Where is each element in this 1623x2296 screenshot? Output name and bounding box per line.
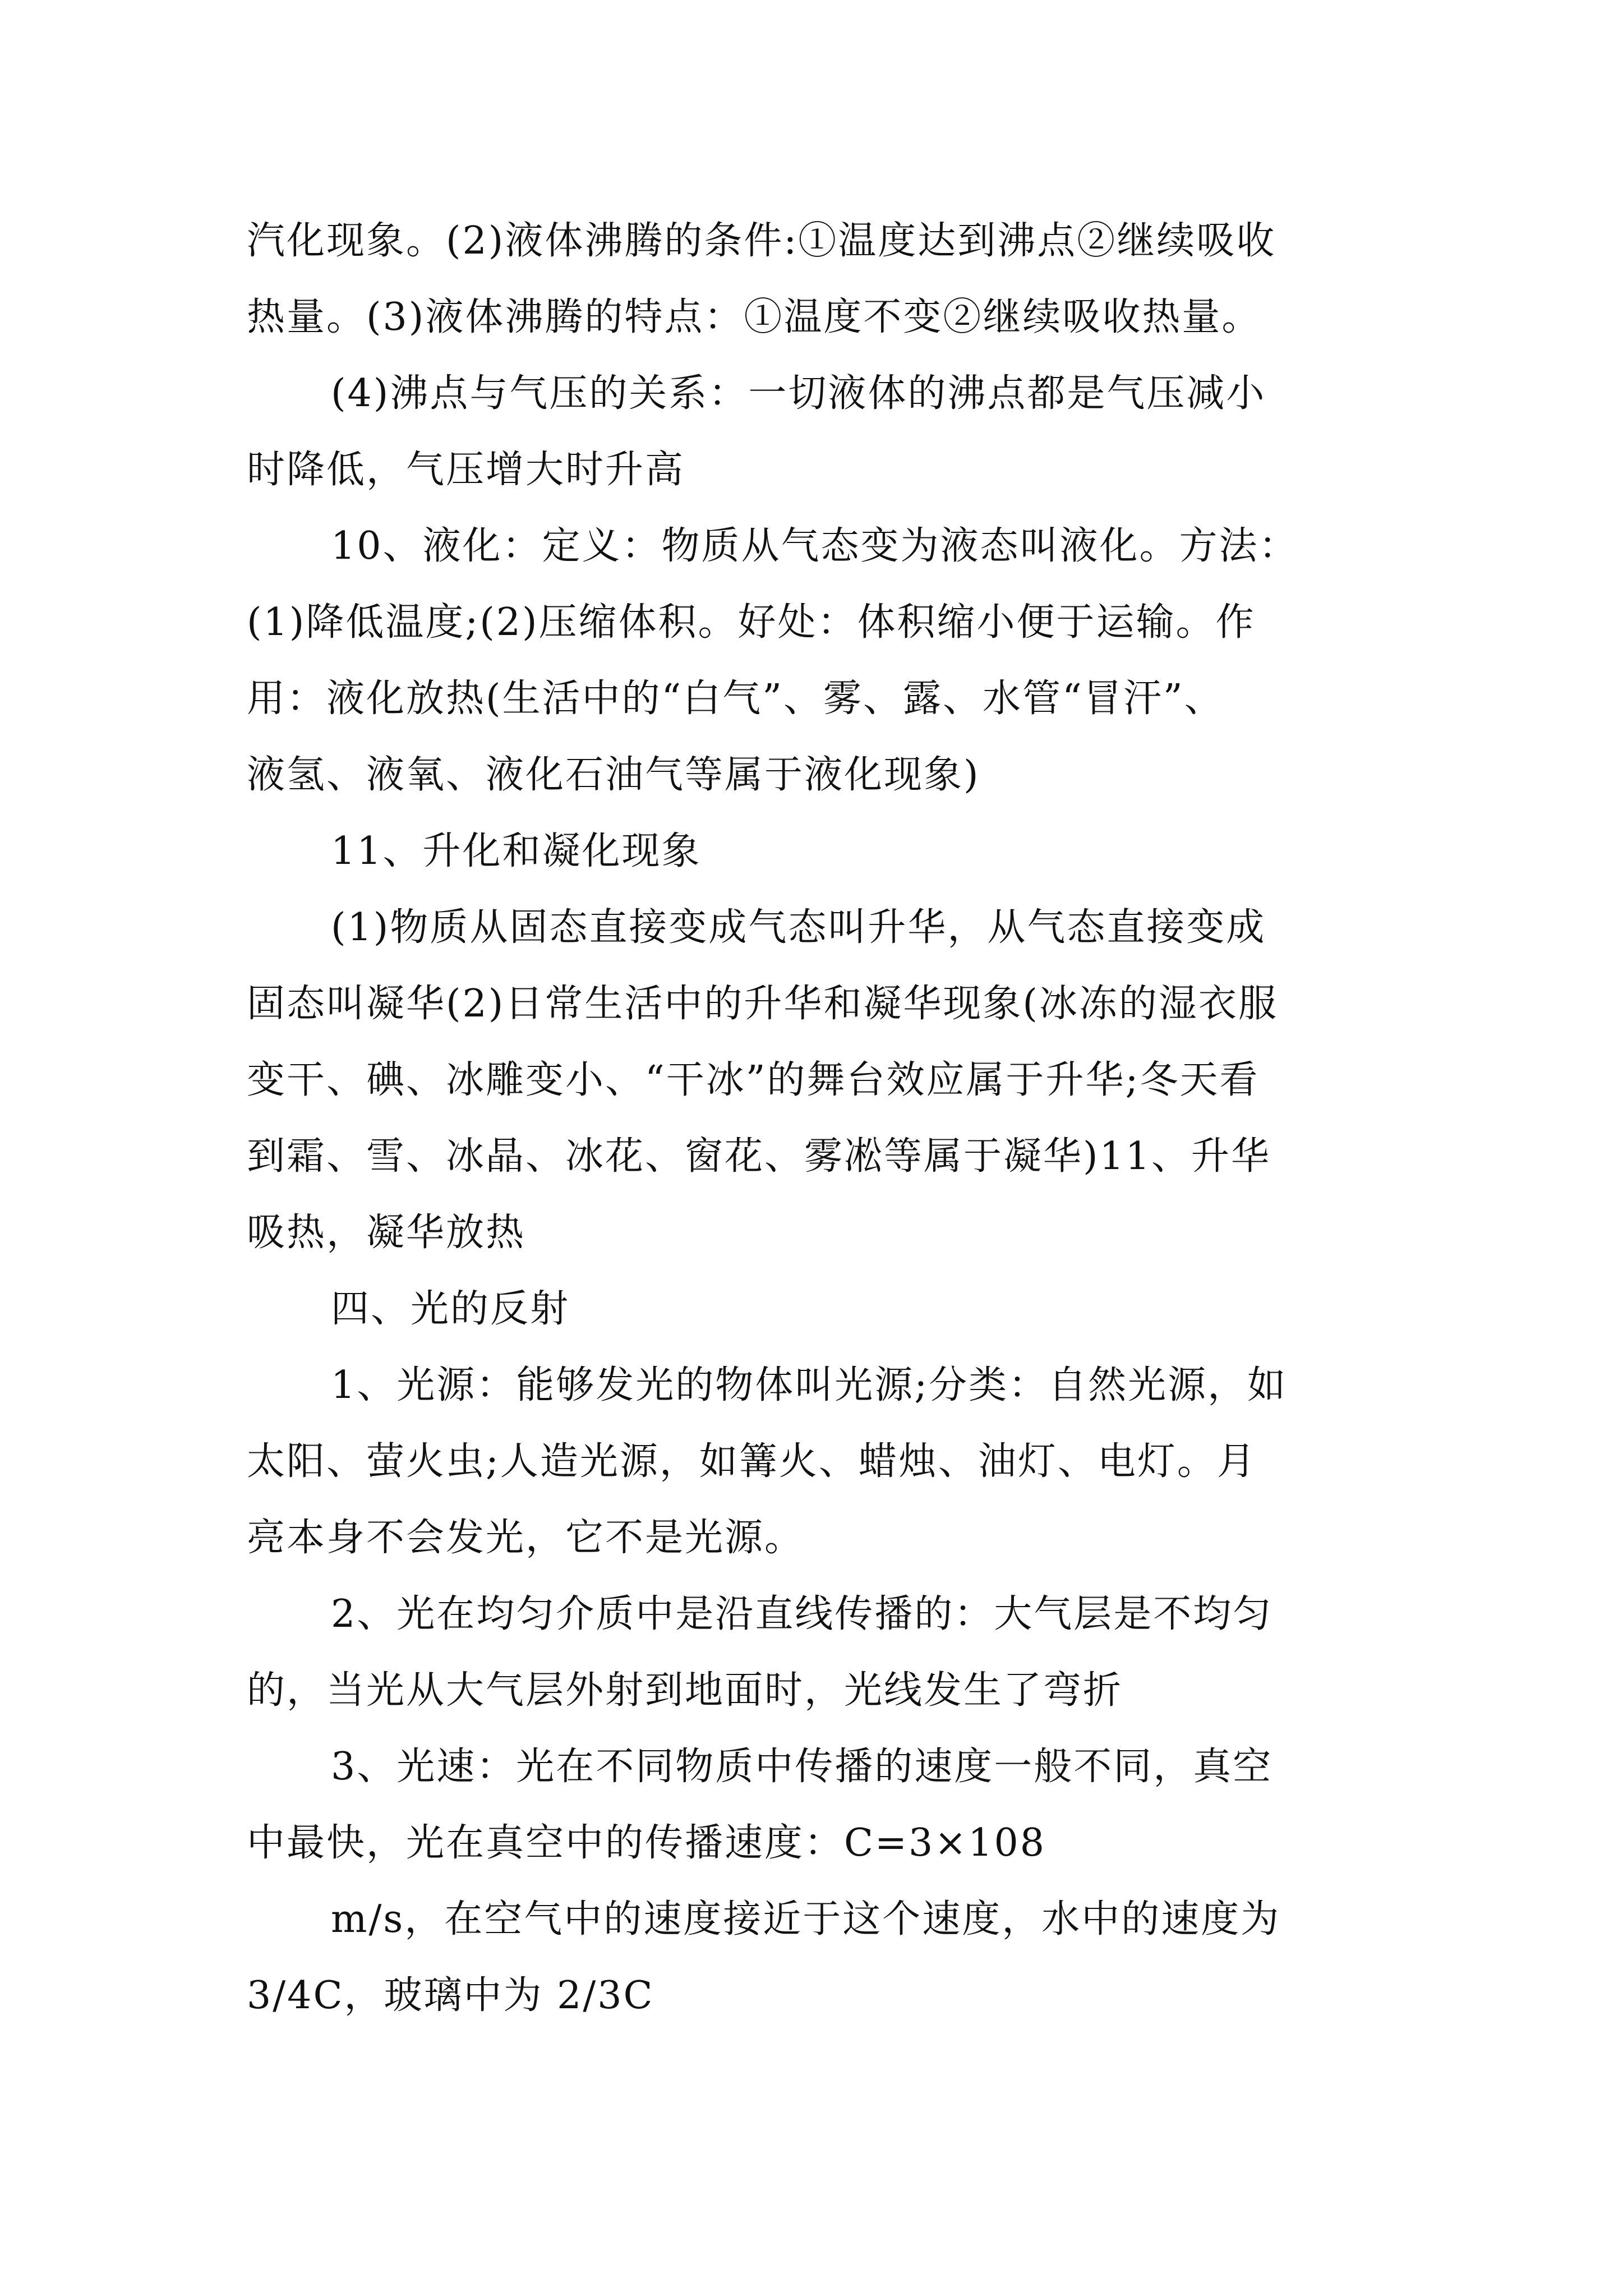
text-line: 3/4C，玻璃中为 2/3C [247,1973,654,2018]
text-line: 热量。(3)液体沸腾的特点：①温度不变②继续吸收热量。 [247,295,1262,339]
text-line: 2、光在均匀介质中是沿直线传播的：大气层是不均匀 [331,1592,1273,1636]
chapter-heading-light-reflection: 四、光的反射 [331,1287,570,1331]
text-line: 亮本身不会发光，它不是光源。 [247,1516,805,1560]
section-heading-sublimation: 11、升化和凝化现象 [331,829,702,873]
text-line: 用：液化放热(生活中的“白气”、雾、露、水管“冒汗”、 [247,677,1224,721]
text-line: 吸热，凝华放热 [247,1211,526,1255]
text-line: (1)降低温度;(2)压缩体积。好处：体积缩小便于运输。作 [247,600,1256,645]
text-line: 时降低，气压增大时升高 [247,448,685,492]
text-line: (4)沸点与气压的关系：一切液体的沸点都是气压减小 [331,371,1266,416]
text-line: 1、光源：能够发光的物体叫光源;分类：自然光源，如 [331,1363,1288,1407]
document-page [247,203,1391,2034]
text-line: 3、光速：光在不同物质中传播的速度一般不同，真空 [331,1745,1273,1789]
text-line: 的，当光从大气层外射到地面时，光线发生了弯折 [247,1668,1123,1713]
text-line: 变干、碘、冰雕变小、“干冰”的舞台效应属于升华;冬天看 [247,1058,1260,1102]
text-line: 固态叫凝华(2)日常生活中的升华和凝华现象(冰冻的湿衣服 [247,982,1278,1026]
text-line: 汽化现象。(2)液体沸腾的条件:①温度达到沸点②继续吸收 [247,219,1276,263]
section-heading-liquefaction: 10、液化：定义：物质从气态变为液态叫液化。方法： [331,524,1299,568]
text-line: 太阳、萤火虫;人造光源，如篝火、蜡烛、油灯、电灯。月 [247,1439,1257,1484]
text-line: 液氢、液氧、液化石油气等属于液化现象) [247,753,980,797]
text-line: (1)物质从固态直接变成气态叫升华，从气态直接变成 [331,905,1266,950]
text-line: 到霜、雪、冰晶、冰花、窗花、雾凇等属于凝华)11、升华 [247,1134,1271,1179]
text-line: m/s，在空气中的速度接近于这个速度，水中的速度为 [331,1897,1281,1941]
text-line: 中最快，光在真空中的传播速度：C=3×108 [247,1821,1046,1865]
